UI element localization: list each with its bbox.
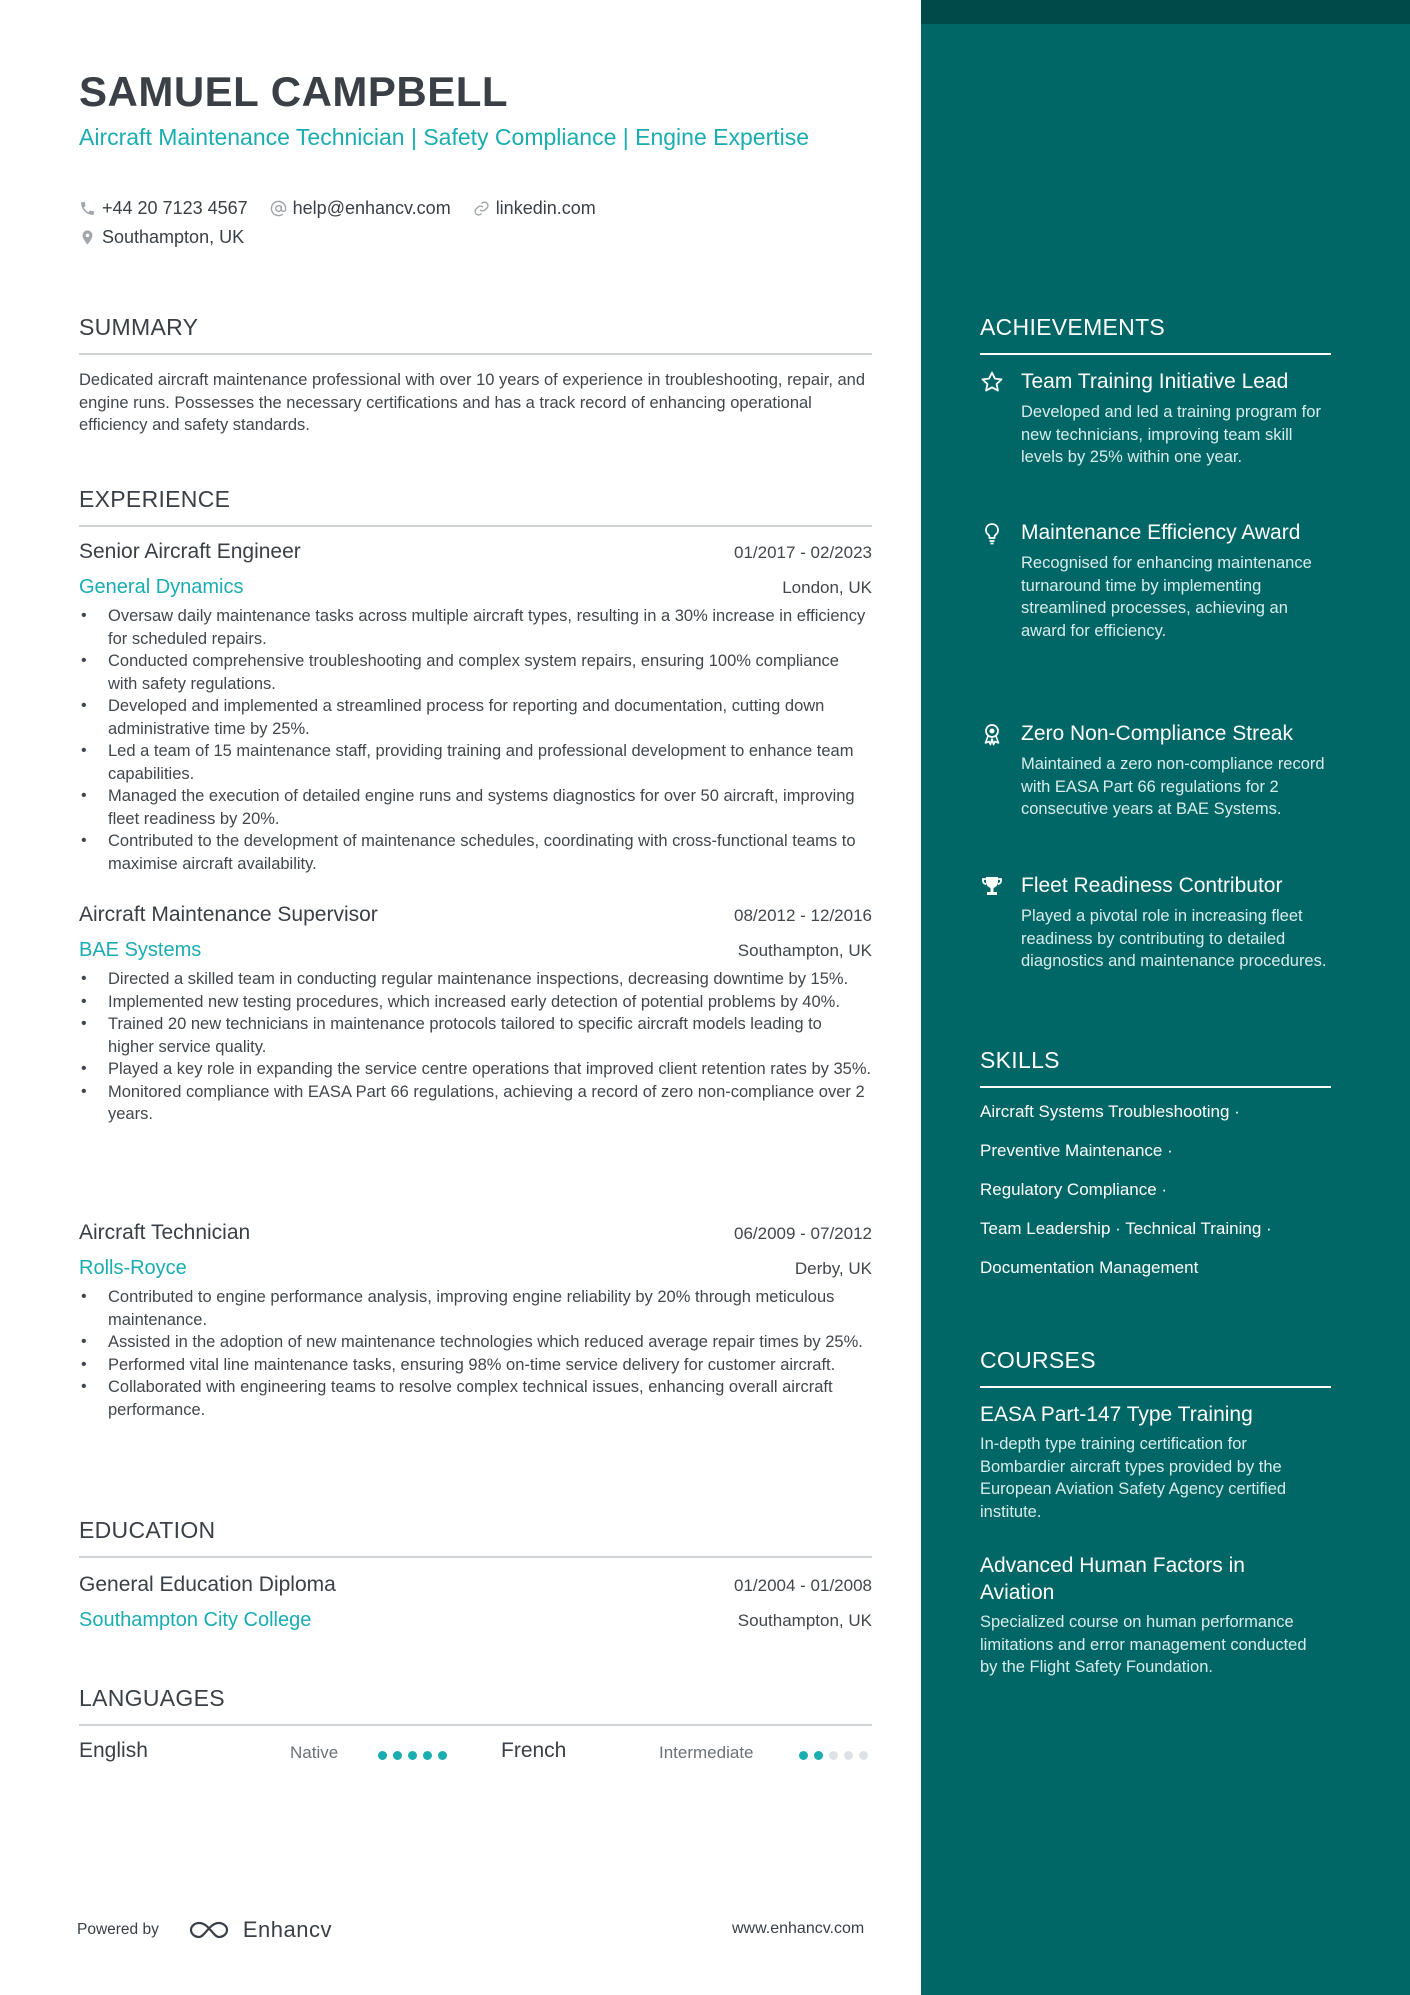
bullet-item: • Implemented new testing procedures, which increased early detection of potential problems by 40%. [79,991,872,1014]
phone-contact [79,198,248,219]
enhancv-logo[interactable] [187,1917,332,1943]
rating-dot-filled [814,1751,823,1760]
rating-dot-empty [859,1751,868,1760]
achievement-title: Zero Non-Compliance Streak [1021,722,1293,745]
footer-branding [77,1917,332,1943]
bullet-item: • Led a team of 15 maintenance staff, providing training and professional development to enhance team capabilities. [79,740,872,785]
achievement-desc: Recognised for enhancing maintenance turnaround time by implementing streamlined processes, achieving an award for efficiency. [1021,554,1312,640]
linkedin-link[interactable]: linkedin.com [495,198,596,218]
bullet-item: • Trained 20 new technicians in maintenance protocols tailored to specific aircraft models leading to higher service quality. [79,1013,872,1058]
star-icon [980,370,1004,394]
language-rating [799,1751,868,1760]
sidebar [921,0,1410,1995]
language-level: Native [290,1743,339,1762]
skill-line: Preventive Maintenance · [980,1141,1173,1160]
course-desc: In-depth type training certification for Bombardier aircraft types provided by the European Aviation Safety Agency certified institute. [980,1435,1287,1521]
location-row [79,227,244,248]
job-title: Senior Aircraft Engineer [79,540,301,563]
school-name: Southampton City College [79,1609,312,1631]
bullet-item: • Monitored compliance with EASA Part 66 regulations, achieving a record of zero non-compliance over 2 years. [79,1081,872,1126]
email-link[interactable]: help@enhancv.com [292,198,451,218]
job-entry [79,1221,872,1421]
phone-icon [79,200,96,217]
job-dates: 06/2009 - 07/2012 [733,1224,872,1243]
location-contact [79,227,244,248]
email-contact[interactable] [270,198,451,219]
medal-icon [980,722,1004,746]
job-entry [79,540,872,875]
job-title: Aircraft Technician [79,1221,251,1244]
link-icon [473,200,490,217]
bullet-item: • Managed the execution of detailed engine runs and systems diagnostics for over 50 aircraft, improving fleet readiness by 20%. [79,785,872,830]
company-name: BAE Systems [79,939,202,961]
achievement-item [980,872,1331,973]
achievement-item [980,720,1331,821]
rating-dot-filled [799,1751,808,1760]
job-entry [79,903,872,1126]
bullet-item: • Contributed to engine performance analysis, improving engine reliability by 20% through meticulous maintenance. [79,1286,872,1331]
rating-dot-empty [829,1751,838,1760]
at-icon [270,200,287,217]
language-name: English [79,1739,148,1762]
skill-line: Regulatory Compliance · [980,1180,1168,1199]
bullet-item: • Directed a skilled team in conducting regular maintenance inspections, decreasing downtime by 15%. [79,968,872,991]
education-heading: EDUCATION [79,1517,872,1558]
headline: Aircraft Maintenance Technician | Safety Compliance | Engine Expertise [79,124,810,150]
education-entry [79,1573,872,1632]
summary-heading: SUMMARY [79,314,872,355]
achievement-item [980,368,1331,469]
achievement-desc: Maintained a zero non-compliance record with EASA Part 66 regulations for 2 consecutive years at BAE Systems. [1021,755,1325,818]
achievement-title: Team Training Initiative Lead [1021,370,1289,393]
rating-dot-filled [378,1751,387,1760]
course-desc: Specialized course on human performance limitations and error management conducted by the Flight Safety Foundation. [980,1613,1307,1676]
education-dates: 01/2004 - 01/2008 [733,1576,872,1595]
job-location: Derby, UK [794,1259,872,1278]
language-name: French [501,1739,567,1762]
achievement-desc: Played a pivotal role in increasing fleet readiness by contributing to detailed diagnostics and maintenance procedures. [1021,907,1327,970]
experience-heading: EXPERIENCE [79,486,872,527]
bullet-item: • Assisted in the adoption of new maintenance technologies which reduced average repair times by 25%. [79,1331,872,1354]
job-location: Southampton, UK [737,941,872,960]
trophy-icon [980,874,1004,898]
skills-heading: SKILLS [980,1047,1331,1088]
bullet-item: • Contributed to the development of maintenance schedules, coordinating with cross-functional teams to maximise aircraft availability. [79,830,872,875]
job-bullets [79,968,872,1126]
skill-line: Aircraft Systems Troubleshooting · [980,1102,1240,1121]
job-bullets [79,1286,872,1421]
infinity-logo-icon [187,1917,233,1943]
achievement-title: Maintenance Efficiency Award [1021,521,1301,544]
rating-dot-filled [408,1751,417,1760]
courses-heading: COURSES [980,1347,1331,1388]
degree-title: General Education Diploma [79,1573,336,1596]
bullet-item: • Collaborated with engineering teams to resolve complex technical issues, enhancing overall aircraft performance. [79,1376,872,1421]
course-item [980,1552,1320,1679]
brand-name: Enhancv [242,1917,332,1942]
languages-heading: LANGUAGES [79,1685,872,1726]
achievement-title: Fleet Readiness Contributor [1021,874,1283,897]
course-item [980,1401,1320,1523]
language-level: Intermediate [659,1743,754,1762]
company-name: Rolls-Royce [79,1257,187,1279]
job-bullets [79,605,872,875]
phone-text: +44 20 7123 4567 [102,198,248,218]
powered-by-label: Powered by [77,1921,159,1938]
skill-line: Documentation Management [980,1258,1199,1277]
location-text: Southampton, UK [102,227,245,247]
skill-line: Team Leadership · Technical Training · [980,1219,1272,1238]
location-pin-icon [79,229,96,246]
rating-dot-filled [393,1751,402,1760]
company-name: General Dynamics [79,576,244,598]
rating-dot-empty [844,1751,853,1760]
job-dates: 01/2017 - 02/2023 [733,543,872,562]
candidate-name: SAMUEL CAMPBELL [79,68,509,115]
language-rating [378,1751,447,1760]
achievements-heading: ACHIEVEMENTS [980,314,1331,355]
job-title: Aircraft Maintenance Supervisor [79,903,378,926]
bullet-item: • Played a key role in expanding the service centre operations that improved client retention rates by 35%. [79,1058,872,1081]
languages-row [79,1739,872,1769]
rating-dot-filled [438,1751,447,1760]
linkedin-contact[interactable] [473,198,596,219]
achievement-item [980,519,1331,642]
education-location: Southampton, UK [737,1611,872,1630]
bullet-item: • Conducted comprehensive troubleshooting and complex system repairs, ensuring 100% compliance with safety regulations. [79,650,872,695]
bullet-item: • Oversaw daily maintenance tasks across multiple aircraft types, resulting in a 30% increase in efficiency for scheduled repairs. [79,605,872,650]
website-link[interactable]: www.enhancv.com [732,1920,865,1937]
job-location: London, UK [782,578,872,597]
rating-dot-filled [423,1751,432,1760]
job-dates: 08/2012 - 12/2016 [733,906,872,925]
bullet-item: • Developed and implemented a streamlined process for reporting and documentation, cutting down administrative time by 25%. [79,695,872,740]
contact-row [79,198,596,219]
bullet-item: • Performed vital line maintenance tasks, ensuring 98% on-time service delivery for customer aircraft. [79,1354,872,1377]
summary-text: Dedicated aircraft maintenance professional with over 10 years of experience in troubleshooting, repair, and engine runs. Possesses the necessary certifications and has a track record of enhancing operational efficiency and safety standards. [79,371,866,434]
achievement-desc: Developed and led a training program for new technicians, improving team skill levels by 25% within one year. [1021,403,1321,466]
course-title: Advanced Human Factors in Aviation [980,1554,1245,1604]
sidebar-top-band [921,0,1410,24]
course-title: EASA Part-147 Type Training [980,1403,1253,1426]
lightbulb-icon [980,521,1004,545]
